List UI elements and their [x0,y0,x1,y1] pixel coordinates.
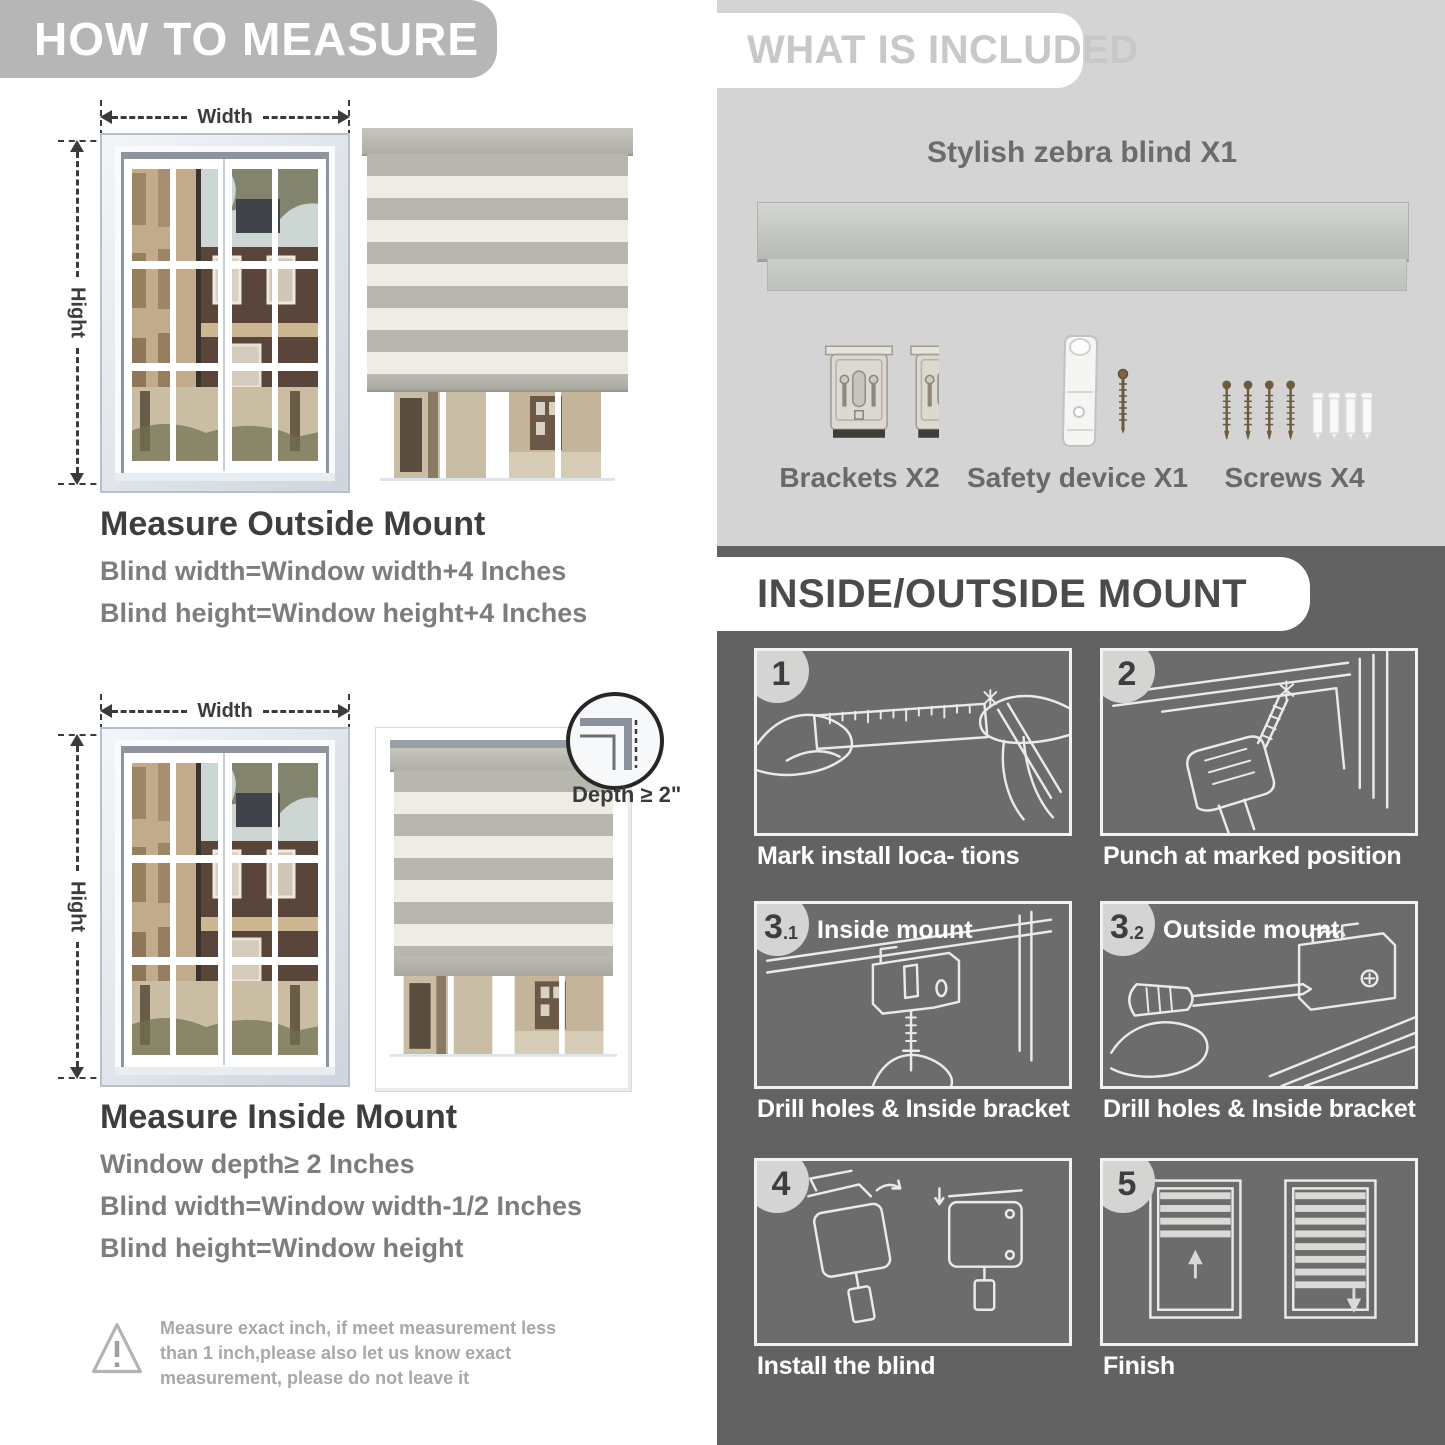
inside-width-formula: Blind width=Window width-1/2 Inches [100,1191,583,1221]
arrow-right-icon [338,110,350,124]
inside-mount-title: Measure Inside Mount [100,1098,458,1136]
brackets-icon [779,340,939,444]
step-badge: 3 .1 [754,901,809,956]
inside-depth-rule: Window depth≥ 2 Inches [100,1149,415,1179]
how-to-measure-header [0,0,497,78]
height-label: Hight [66,880,89,933]
headrail-image [757,202,1409,262]
height-arrow [64,140,90,485]
how-to-measure-title: HOW TO MEASURE [34,13,480,65]
what-is-included-section [717,0,1445,546]
blind-cassette [362,128,633,156]
step-panel-2 [1100,648,1418,836]
warning-triangle-icon [90,1316,144,1382]
mount-title: INSIDE/OUTSIDE MOUNT [757,571,1248,616]
step-title-3-1: Inside mount [817,916,973,944]
step-panel-3-2 [1100,901,1418,1089]
right-column [717,0,1445,1445]
window-slice [390,976,617,1071]
screws-icon [1217,378,1372,446]
arrow-right-icon [338,704,350,718]
what-is-included-header [717,13,1139,88]
step-caption-3-1: Drill holes & Inside bracket [757,1095,1070,1123]
brackets-label: Brackets X2 [779,462,940,493]
safety-device-label: Safety device X1 [966,462,1189,493]
arrow-up-icon [70,140,84,152]
step-caption-1: Mark install loca- tions [757,842,1020,870]
step-panel-4 [754,1158,1072,1346]
window-photo-outside [100,133,350,493]
outside-mount-title: Measure Outside Mount [100,505,486,543]
step-panel-5 [1100,1158,1418,1346]
window-slice [380,390,615,497]
arrow-left-icon [100,110,112,124]
arrow-down-icon [70,1067,84,1079]
step-badge: 3 .2 [1100,901,1155,956]
inside-height-formula: Blind height=Window height [100,1233,464,1263]
step-caption-5: Finish [1103,1352,1175,1380]
step-title-3-2: Outside mount [1163,916,1340,944]
blind-bottom-rail [394,956,613,978]
headrail-roller-image [767,259,1407,291]
step-badge: 5 [1100,1158,1155,1213]
window-photo-inside [100,727,350,1087]
height-label: Hight [66,286,89,339]
mount-header [717,557,1310,631]
step-caption-3-2: Drill holes & Inside bracket [1103,1095,1416,1123]
height-arrow [64,734,90,1079]
outside-mount-text [100,505,680,640]
outside-width-formula: Blind width=Window width+4 Inches [100,556,567,586]
step-caption-4: Install the blind [757,1352,936,1380]
arrow-down-icon [70,473,84,485]
screws-label: Screws X4 [1224,462,1365,493]
step-caption-2: Punch at marked position [1103,842,1402,870]
arrow-left-icon [100,704,112,718]
step-badge: 2 [1100,648,1155,703]
safety-device-icon [1055,334,1150,452]
outside-height-formula: Blind height=Window height+4 Inches [100,598,588,628]
blind-bottom-rail [367,374,628,392]
product-label: Stylish zebra blind X1 [926,136,1238,169]
depth-magnifier-icon [566,692,664,790]
warning-text: Measure exact inch, if meet measurement less than 1 inch,please also let us know exact measurement, please do not leave it [160,1318,557,1389]
step-panel-3-1 [754,901,1072,1089]
arrow-up-icon [70,734,84,746]
depth-label: Depth ≥ 2" [572,782,682,807]
width-arrow [100,104,350,130]
zebra-blind-outside-mount [362,128,633,497]
width-arrow [100,698,350,724]
step-panel-1 [754,648,1072,836]
width-label: Width [197,105,253,128]
measure-warning [90,1316,560,1392]
inside-mount-text [100,1098,680,1275]
step-badge: 1 [754,648,809,703]
mount-instructions-section [717,546,1445,1445]
blind-stripes [367,154,628,374]
step-badge: 4 [754,1158,809,1213]
what-is-included-title: WHAT IS INCLUDED [747,28,1139,72]
width-label: Width [197,699,253,722]
